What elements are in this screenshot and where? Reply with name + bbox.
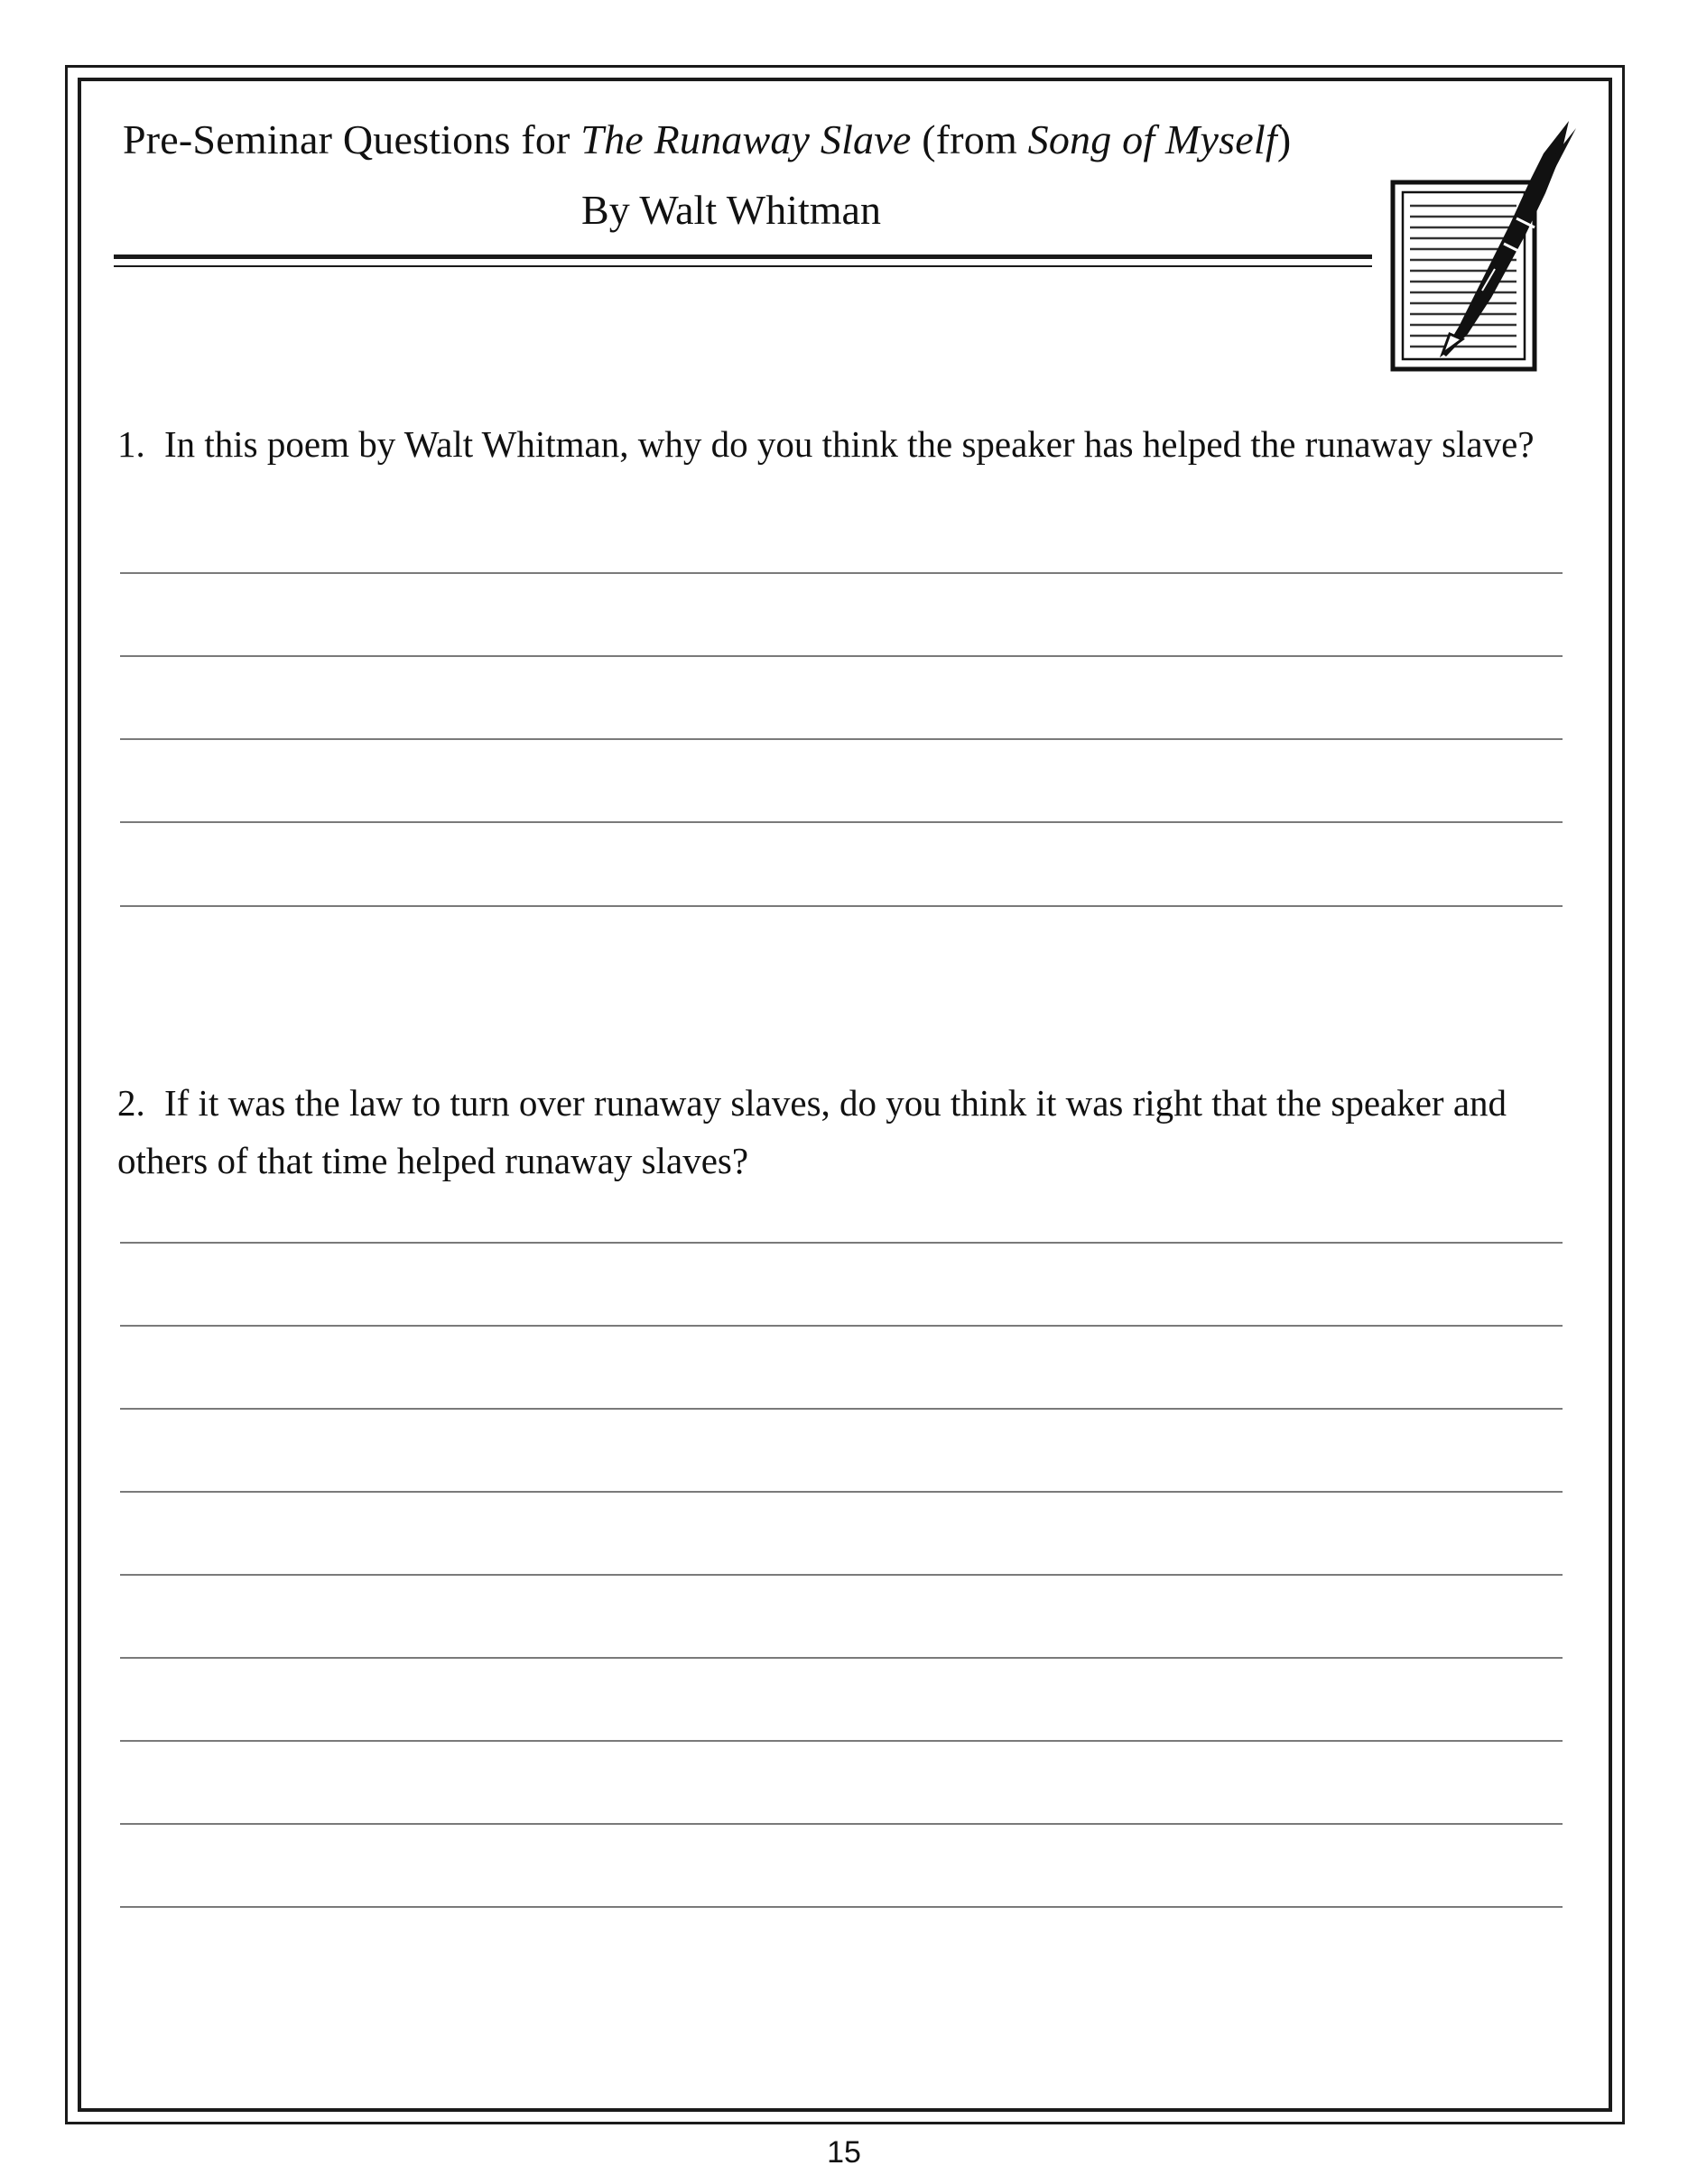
answer-line[interactable]: [120, 572, 1563, 574]
answer-line[interactable]: [120, 1740, 1563, 1742]
byline-row: [0, 186, 1155, 234]
answer-line[interactable]: [120, 1906, 1563, 1908]
answer-line[interactable]: [120, 1657, 1563, 1659]
answer-line[interactable]: [120, 738, 1563, 740]
byline: By Walt Whitman: [581, 187, 881, 233]
title-from-open: (from: [911, 116, 1028, 162]
title-prefix: Pre-Seminar Questions for: [123, 116, 581, 162]
answer-line[interactable]: [120, 1408, 1563, 1410]
answer-line[interactable]: [120, 655, 1563, 657]
answer-line[interactable]: [120, 821, 1563, 823]
question-2-number: 2.: [117, 1082, 145, 1124]
answer-line[interactable]: [120, 1823, 1563, 1825]
answer-line[interactable]: [120, 1574, 1563, 1576]
answer-line[interactable]: [120, 1325, 1563, 1327]
worksheet-title: [123, 116, 1291, 163]
title-work: The Runaway Slave: [580, 116, 912, 162]
title-from-close: ): [1276, 116, 1292, 162]
question-1-number: 1.: [117, 423, 145, 465]
answer-line[interactable]: [120, 1491, 1563, 1493]
question-1-text: In this poem by Walt Whitman, why do you think the speaker has helped the runaway slave?: [164, 423, 1535, 465]
answer-line[interactable]: [120, 905, 1563, 907]
page-number: 15: [827, 2135, 861, 2170]
notepad-pen-icon: [1390, 117, 1580, 375]
header-divider-thin: [114, 265, 1372, 267]
title-source: Song of Myself: [1027, 116, 1277, 162]
question-1: [117, 415, 1562, 473]
answer-line[interactable]: [120, 1242, 1563, 1244]
question-2-text: If it was the law to turn over runaway slaves, do you think it was right that the speaker and others of that time helped runaway slaves?: [117, 1082, 1507, 1181]
header-divider-thick: [114, 254, 1372, 259]
question-2: [117, 1074, 1562, 1189]
